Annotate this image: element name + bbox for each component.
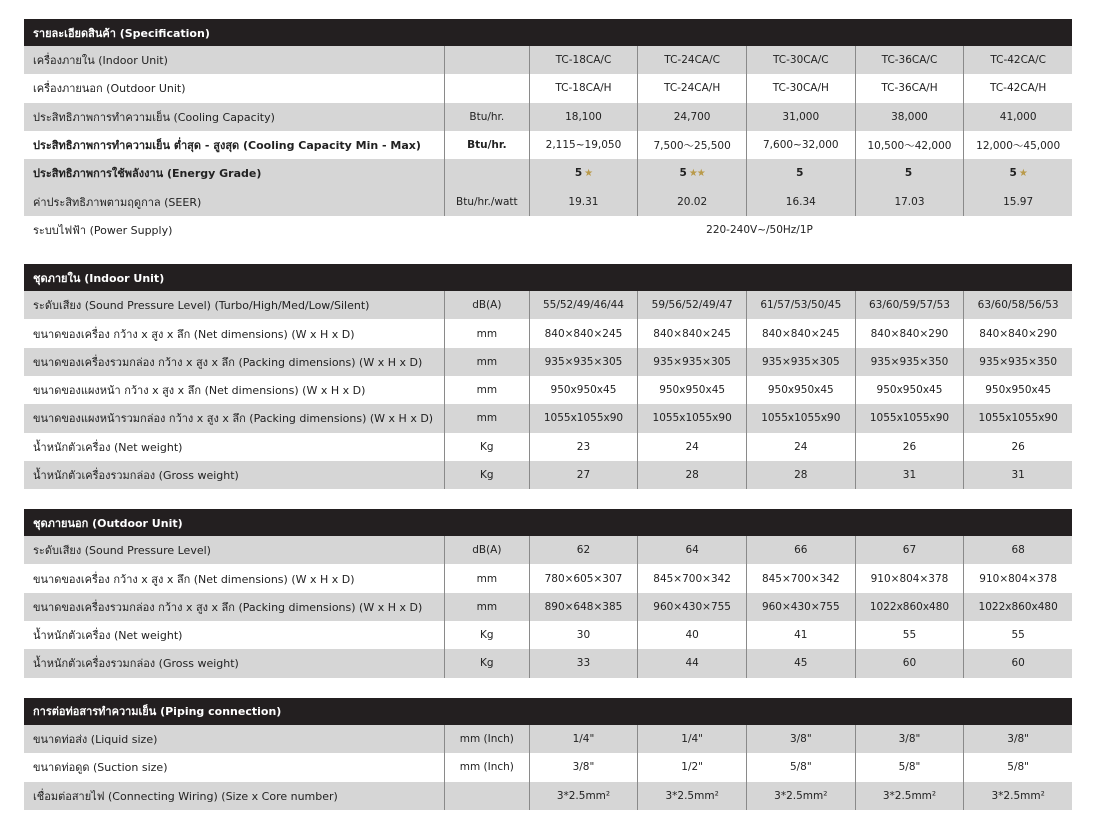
value-cell: TC-24CA/C <box>638 46 747 74</box>
row-unit: mm (Inch) <box>445 725 530 754</box>
row-unit <box>445 46 530 74</box>
value-cell: 935×935×350 <box>979 355 1058 368</box>
value-cell: 1022x860x480 <box>856 593 965 621</box>
star-icon: ★ <box>1018 167 1027 179</box>
value-cell: 3*2.5mm² <box>530 782 639 811</box>
value-cell: TC-42CA/H <box>990 82 1047 95</box>
section-header: ชุดภายนอก (Outdoor Unit) <box>24 509 1072 536</box>
value-cell: 45 <box>747 649 856 677</box>
value-cell: 24,700 <box>638 103 747 131</box>
row-unit: dB(A) <box>445 291 530 319</box>
power-supply-value: 220-240V~/50Hz/1P <box>706 223 813 236</box>
row-unit: dB(A) <box>445 536 530 564</box>
value-cell: 24 <box>747 433 856 461</box>
value-cell: 63/60/58/56/53 <box>977 299 1059 312</box>
value-cell: 64 <box>638 536 747 564</box>
row-unit: mm <box>445 404 530 432</box>
value-cell: 26 <box>1011 440 1025 453</box>
value-cell: 3*2.5mm² <box>991 789 1045 802</box>
energy-grade-cell <box>638 159 747 187</box>
value-cell: 1055x1055x90 <box>978 412 1058 425</box>
energy-grade-cell <box>856 159 965 187</box>
value-cell: 55 <box>1011 629 1025 642</box>
value-cell: 960×430×755 <box>638 593 747 621</box>
value-cell: 10,500～42,000 <box>856 131 965 159</box>
row-unit: mm <box>445 348 530 376</box>
value-cell: 3/8" <box>747 725 856 754</box>
row-label: ขนาดของแผงหน้ารวมกล่อง กว้าง x สูง x ลึก (Packing dimensions) (W x H x D) <box>24 404 445 432</box>
value-cell: 950x950x45 <box>638 376 747 404</box>
value-cell: 55 <box>856 621 965 649</box>
row-unit: Btu/hr./watt <box>445 187 530 215</box>
value-cell: 3/8" <box>530 753 639 782</box>
row-unit: mm <box>445 319 530 347</box>
row-label: ระบบไฟฟ้า (Power Supply) <box>33 223 173 237</box>
row-label: ขนาดของเครื่อง กว้าง x สูง x ลึก (Net dimensions) (W x H x D) <box>24 564 445 592</box>
row-label: ระดับเสียง (Sound Pressure Level) (Turbo/High/Med/Low/Silent) <box>24 291 445 319</box>
value-cell: 61/57/53/50/45 <box>747 291 856 319</box>
row-unit: Kg <box>445 433 530 461</box>
grade-value: 5 <box>679 167 687 180</box>
row-unit: Kg <box>445 621 530 649</box>
value-cell: 845×700×342 <box>747 564 856 592</box>
table-row <box>24 187 1072 215</box>
table-row <box>24 46 1072 74</box>
value-cell: 890×648×385 <box>530 593 639 621</box>
value-cell: TC-30CA/H <box>747 74 856 102</box>
table-row <box>24 159 1072 187</box>
row-unit <box>445 74 530 102</box>
row-label: น้ำหนักตัวเครื่อง (Net weight) <box>24 621 445 649</box>
value-cell: 5/8" <box>747 753 856 782</box>
value-cell: 780×605×307 <box>530 564 639 592</box>
value-cell: 68 <box>1011 544 1025 557</box>
grade-value: 5 <box>796 167 804 180</box>
value-cell: 12,000～45,000 <box>976 139 1061 152</box>
value-cell: 3*2.5mm² <box>638 782 747 811</box>
value-cell: 41 <box>747 621 856 649</box>
row-unit: mm <box>445 376 530 404</box>
value-cell: 44 <box>638 649 747 677</box>
value-cell: 28 <box>638 461 747 489</box>
energy-grade-cell <box>747 159 856 187</box>
table-row <box>24 433 1072 461</box>
table-row <box>24 74 1072 102</box>
value-cell: 935×935×305 <box>638 348 747 376</box>
value-cell: 55/52/49/46/44 <box>530 291 639 319</box>
value-cell: 3/8" <box>1007 732 1030 745</box>
value-cell: 31,000 <box>747 103 856 131</box>
star-icon: ★ <box>584 167 593 179</box>
table-row <box>24 319 1072 347</box>
row-label: เครื่องภายใน (Indoor Unit) <box>24 46 445 74</box>
value-cell: 935×935×305 <box>530 348 639 376</box>
row-label: ขนาดของแผงหน้า กว้าง x สูง x ลึก (Net dimensions) (W x H x D) <box>24 376 445 404</box>
section-header: ชุดภายใน (Indoor Unit) <box>24 264 1072 291</box>
piping-section <box>24 698 1072 811</box>
grade-value: 5 <box>574 167 583 180</box>
specification-section <box>24 19 1072 244</box>
indoor-unit-section <box>24 264 1072 489</box>
energy-grade-cell <box>530 159 639 187</box>
spec-sheet <box>24 19 1072 830</box>
row-label: ขนาดของเครื่องรวมกล่อง กว้าง x สูง x ลึก (Packing dimensions) (W x H x D) <box>24 593 445 621</box>
value-cell: 67 <box>856 536 965 564</box>
table-row <box>24 461 1072 489</box>
table-row <box>24 593 1072 621</box>
table-row <box>24 621 1072 649</box>
value-cell: 24 <box>638 433 747 461</box>
value-cell: TC-18CA/H <box>530 74 639 102</box>
value-cell: 17.03 <box>856 187 965 215</box>
value-cell: TC-30CA/C <box>747 46 856 74</box>
value-cell: 1055x1055x90 <box>638 404 747 432</box>
value-cell: 15.97 <box>1003 195 1034 208</box>
row-label: น้ำหนักตัวเครื่องรวมกล่อง (Gross weight) <box>24 461 445 489</box>
value-cell: 38,000 <box>856 103 965 131</box>
value-cell: 26 <box>856 433 965 461</box>
table-row <box>24 376 1072 404</box>
row-unit: Btu/hr. <box>445 103 530 131</box>
value-cell: 1055x1055x90 <box>530 404 639 432</box>
grade-value: 5 <box>904 167 913 180</box>
table-row <box>24 649 1072 677</box>
value-cell: 950x950x45 <box>530 376 639 404</box>
value-cell: TC-42CA/C <box>990 54 1046 67</box>
value-cell: TC-36CA/H <box>856 74 965 102</box>
value-cell: 840×840×245 <box>638 319 747 347</box>
value-cell: 66 <box>747 536 856 564</box>
grade-value: 5 <box>1009 167 1017 180</box>
value-cell: 935×935×305 <box>747 348 856 376</box>
value-cell: 3*2.5mm² <box>747 782 856 811</box>
value-cell: 7,500～25,500 <box>638 131 747 159</box>
section-header: รายละเอียดสินค้า (Specification) <box>24 19 1072 46</box>
table-row <box>24 404 1072 432</box>
value-cell: 40 <box>638 621 747 649</box>
value-cell: 840×840×245 <box>530 319 639 347</box>
row-label: ประสิทธิภาพการใช้พลังงาน (Energy Grade) <box>24 159 445 187</box>
row-unit <box>445 782 530 811</box>
value-cell: 59/56/52/49/47 <box>638 291 747 319</box>
value-cell: 33 <box>530 649 639 677</box>
value-cell: 935×935×350 <box>856 348 965 376</box>
table-row <box>24 291 1072 319</box>
value-cell: 31 <box>1011 469 1025 481</box>
row-label: ระดับเสียง (Sound Pressure Level) <box>24 536 445 564</box>
value-cell: 1022x860x480 <box>978 600 1058 613</box>
value-cell: 840×840×245 <box>747 319 856 347</box>
table-row <box>24 348 1072 376</box>
table-row <box>24 564 1072 592</box>
value-cell: TC-36CA/C <box>856 46 965 74</box>
value-cell: 845×700×342 <box>638 564 747 592</box>
row-label: เชื่อมต่อสายไฟ (Connecting Wiring) (Size x Core number) <box>24 782 445 811</box>
row-label: ประสิทธิภาพการทำความเย็น (Cooling Capacity) <box>24 103 445 131</box>
value-cell: 7,600~32,000 <box>747 131 856 159</box>
table-row <box>24 216 1072 244</box>
row-label: ประสิทธิภาพการทำความเย็น ต่ำสุด - สูงสุด (Cooling Capacity Min - Max) <box>24 131 445 159</box>
value-cell: 1/2" <box>638 753 747 782</box>
row-unit: mm <box>445 564 530 592</box>
table-row <box>24 536 1072 564</box>
value-cell: 28 <box>747 461 856 489</box>
value-cell: 5/8" <box>856 753 965 782</box>
energy-grade-cell <box>964 159 1072 187</box>
value-cell: 41,000 <box>999 110 1037 123</box>
value-cell: TC-18CA/C <box>530 46 639 74</box>
value-cell: 1055x1055x90 <box>856 404 965 432</box>
outdoor-unit-section <box>24 509 1072 677</box>
row-unit <box>445 159 530 187</box>
value-cell: 960×430×755 <box>747 593 856 621</box>
row-label: เครื่องภายนอก (Outdoor Unit) <box>24 74 445 102</box>
value-cell: 2,115~19,050 <box>530 131 639 159</box>
value-cell: 950x950x45 <box>985 384 1052 397</box>
value-cell: 840×840×290 <box>856 319 965 347</box>
value-cell: 62 <box>530 536 639 564</box>
value-cell: 63/60/59/57/53 <box>856 291 965 319</box>
value-cell: 5/8" <box>1007 761 1030 774</box>
row-unit: Kg <box>445 649 530 677</box>
row-label: ขนาดของเครื่อง กว้าง x สูง x ลึก (Net dimensions) (W x H x D) <box>24 319 445 347</box>
value-cell: 1/4" <box>638 725 747 754</box>
value-cell: 20.02 <box>638 187 747 215</box>
value-cell: 19.31 <box>530 187 639 215</box>
value-cell: 1/4" <box>530 725 639 754</box>
value-cell: 910×804×378 <box>979 572 1058 585</box>
row-label: ขนาดท่อดูด (Suction size) <box>24 753 445 782</box>
value-cell: 31 <box>856 461 965 489</box>
row-label: น้ำหนักตัวเครื่อง (Net weight) <box>24 433 445 461</box>
row-label: ขนาดท่อส่ง (Liquid size) <box>24 725 445 754</box>
table-row <box>24 103 1072 131</box>
value-cell: 3*2.5mm² <box>856 782 965 811</box>
value-cell: TC-24CA/H <box>638 74 747 102</box>
star-icon: ★★ <box>688 167 705 179</box>
row-unit: Btu/hr. <box>445 131 530 159</box>
value-cell: 16.34 <box>747 187 856 215</box>
row-label: น้ำหนักตัวเครื่องรวมกล่อง (Gross weight) <box>24 649 445 677</box>
row-label: ขนาดของเครื่องรวมกล่อง กว้าง x สูง x ลึก (Packing dimensions) (W x H x D) <box>24 348 445 376</box>
section-header: การต่อท่อสารทำความเย็น (Piping connection) <box>24 698 1072 725</box>
table-row <box>24 753 1072 782</box>
value-cell: 950x950x45 <box>747 376 856 404</box>
value-cell: 840×840×290 <box>979 327 1058 340</box>
value-cell: 1055x1055x90 <box>747 404 856 432</box>
value-cell: 23 <box>530 433 639 461</box>
row-unit: mm (Inch) <box>445 753 530 782</box>
value-cell: 950x950x45 <box>856 376 965 404</box>
row-unit: Kg <box>445 461 530 489</box>
value-cell: 60 <box>856 649 965 677</box>
table-row <box>24 782 1072 811</box>
row-label: ค่าประสิทธิภาพตามฤดูกาล (SEER) <box>24 187 445 215</box>
value-cell: 27 <box>530 461 639 489</box>
value-cell: 18,100 <box>530 103 639 131</box>
value-cell: 60 <box>1011 657 1025 670</box>
value-cell: 3/8" <box>856 725 965 754</box>
value-cell: 30 <box>530 621 639 649</box>
value-cell: 910×804×378 <box>856 564 965 592</box>
table-row <box>24 725 1072 754</box>
table-row <box>24 131 1072 159</box>
row-unit: mm <box>445 593 530 621</box>
